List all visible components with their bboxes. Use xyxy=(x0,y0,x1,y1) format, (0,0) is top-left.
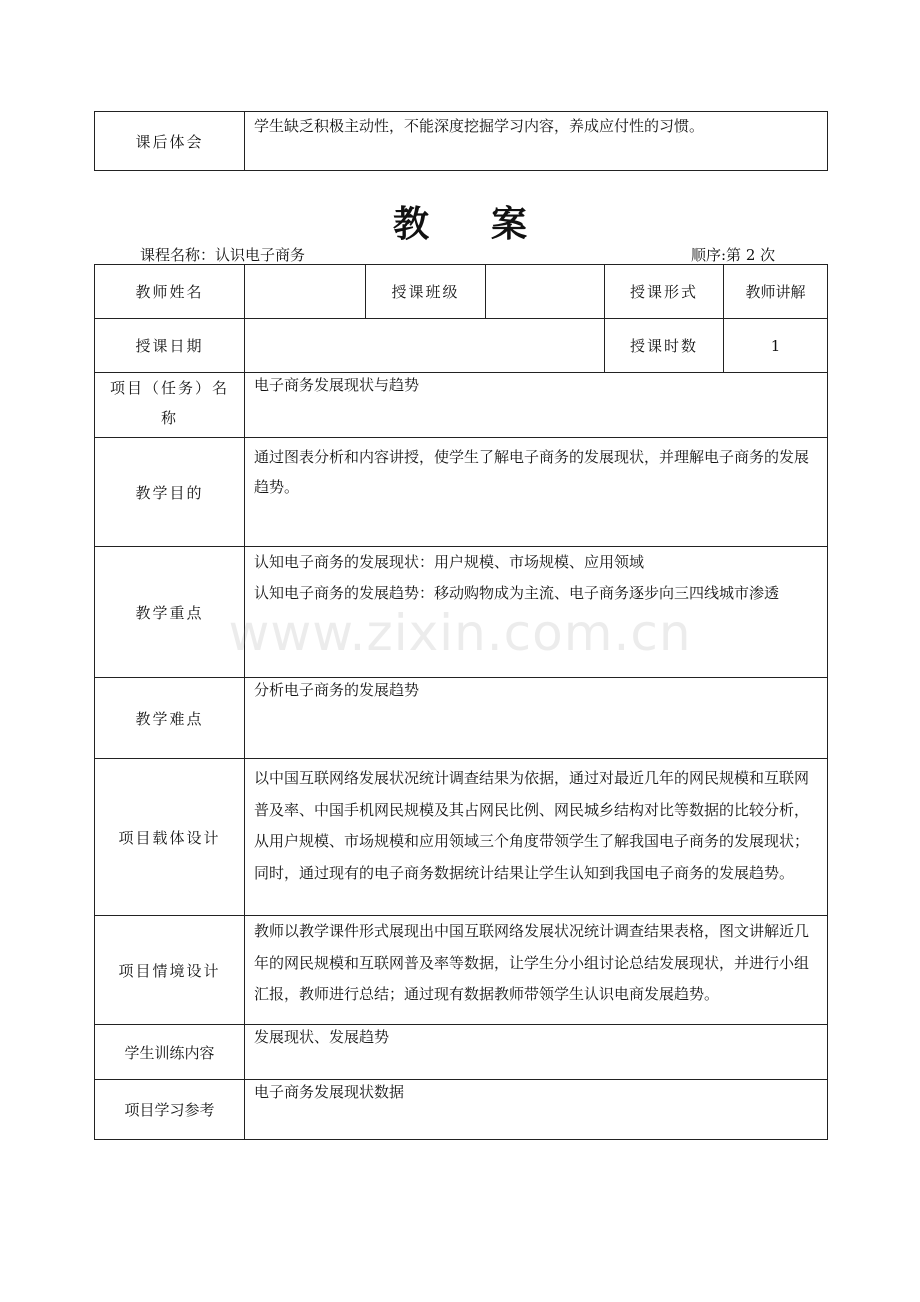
form-value: 教师讲解 xyxy=(724,265,828,319)
carrier-design-label: 项目载体设计 xyxy=(95,759,245,916)
project-name-label xyxy=(95,373,245,438)
date-label: 授课日期 xyxy=(95,319,245,373)
class-value xyxy=(486,265,605,319)
key-point-line2: 认知电子商务的发展趋势：移动购物成为主流、电子商务逐步向三四线城市渗透 xyxy=(254,584,780,602)
watermark: www.zixin.com.cn xyxy=(228,604,692,662)
lesson-order: 顺序:第 2 次 xyxy=(691,246,776,264)
goal-label: 教学目的 xyxy=(95,438,245,547)
page-title: 教案 xyxy=(392,204,589,245)
hours-label: 授课时数 xyxy=(605,319,724,373)
hours-value: 1 xyxy=(724,319,828,373)
reflection-label: 课后体会 xyxy=(95,112,245,171)
form-label: 授课形式 xyxy=(605,265,724,319)
scenario-design-label: 项目情境设计 xyxy=(95,916,245,1025)
teacher-name-value xyxy=(245,265,366,319)
table-row xyxy=(95,319,828,373)
training-content-label: 学生训练内容 xyxy=(95,1025,245,1080)
difficulty-value: 分析电子商务的发展趋势 xyxy=(245,678,828,759)
reflection-table xyxy=(94,111,828,171)
class-label: 授课班级 xyxy=(366,265,486,319)
project-name-value: 电子商务发展现状与趋势 xyxy=(245,373,828,438)
table-row xyxy=(95,759,828,916)
reference-value: 电子商务发展现状数据 xyxy=(245,1080,828,1140)
difficulty-label: 教学难点 xyxy=(95,678,245,759)
scenario-design-value: 教师以教学课件形式展现出中国互联网络发展状况统计调查结果表格，图文讲解近几年的网民规模和互联网普及率等数据，让学生分小组讨论总结发展现状，并进行小组汇报，教师进行总结；通过现有数据教师带领学生认识电商发展趋势。 xyxy=(245,916,828,1025)
table-row xyxy=(95,916,828,1025)
project-name-label-line2: 称 xyxy=(160,409,178,427)
table-row xyxy=(95,1080,828,1140)
table-row xyxy=(95,438,828,547)
project-name-label-line1: 项目（任务）名 xyxy=(109,379,229,397)
table-row xyxy=(95,1025,828,1080)
carrier-design-value: 以中国互联网络发展状况统计调查结果为依据，通过对最近几年的网民规模和互联网普及率、中国手机网民规模及其占网民比例、网民城乡结构对比等数据的比较分析，从用户规模、市场规模和应用领域三个角度带领学生了解我国电子商务的发展现状；同时，通过现有的电子商务数据统计结果让学生认知到我国电子商务的发展趋势。 xyxy=(245,759,828,916)
reference-label: 项目学习参考 xyxy=(95,1080,245,1140)
key-point-line1: 认知电子商务的发展现状：用户规模、市场规模、应用领域 xyxy=(254,553,645,571)
table-row xyxy=(95,373,828,438)
teacher-name-label: 教师姓名 xyxy=(95,265,245,319)
table-row xyxy=(95,678,828,759)
course-name: 课程名称：认识电子商务 xyxy=(140,246,306,264)
goal-value: 通过图表分析和内容讲授，使学生了解电子商务的发展现状，并理解电子商务的发展趋势。 xyxy=(245,438,828,547)
key-point-label: 教学重点 xyxy=(95,547,245,678)
lesson-plan-table xyxy=(94,264,828,1140)
date-value xyxy=(245,319,605,373)
reflection-content: 学生缺乏积极主动性，不能深度挖掘学习内容，养成应付性的习惯。 xyxy=(245,112,828,171)
training-content-value: 发展现状、发展趋势 xyxy=(245,1025,828,1080)
table-row xyxy=(95,265,828,319)
